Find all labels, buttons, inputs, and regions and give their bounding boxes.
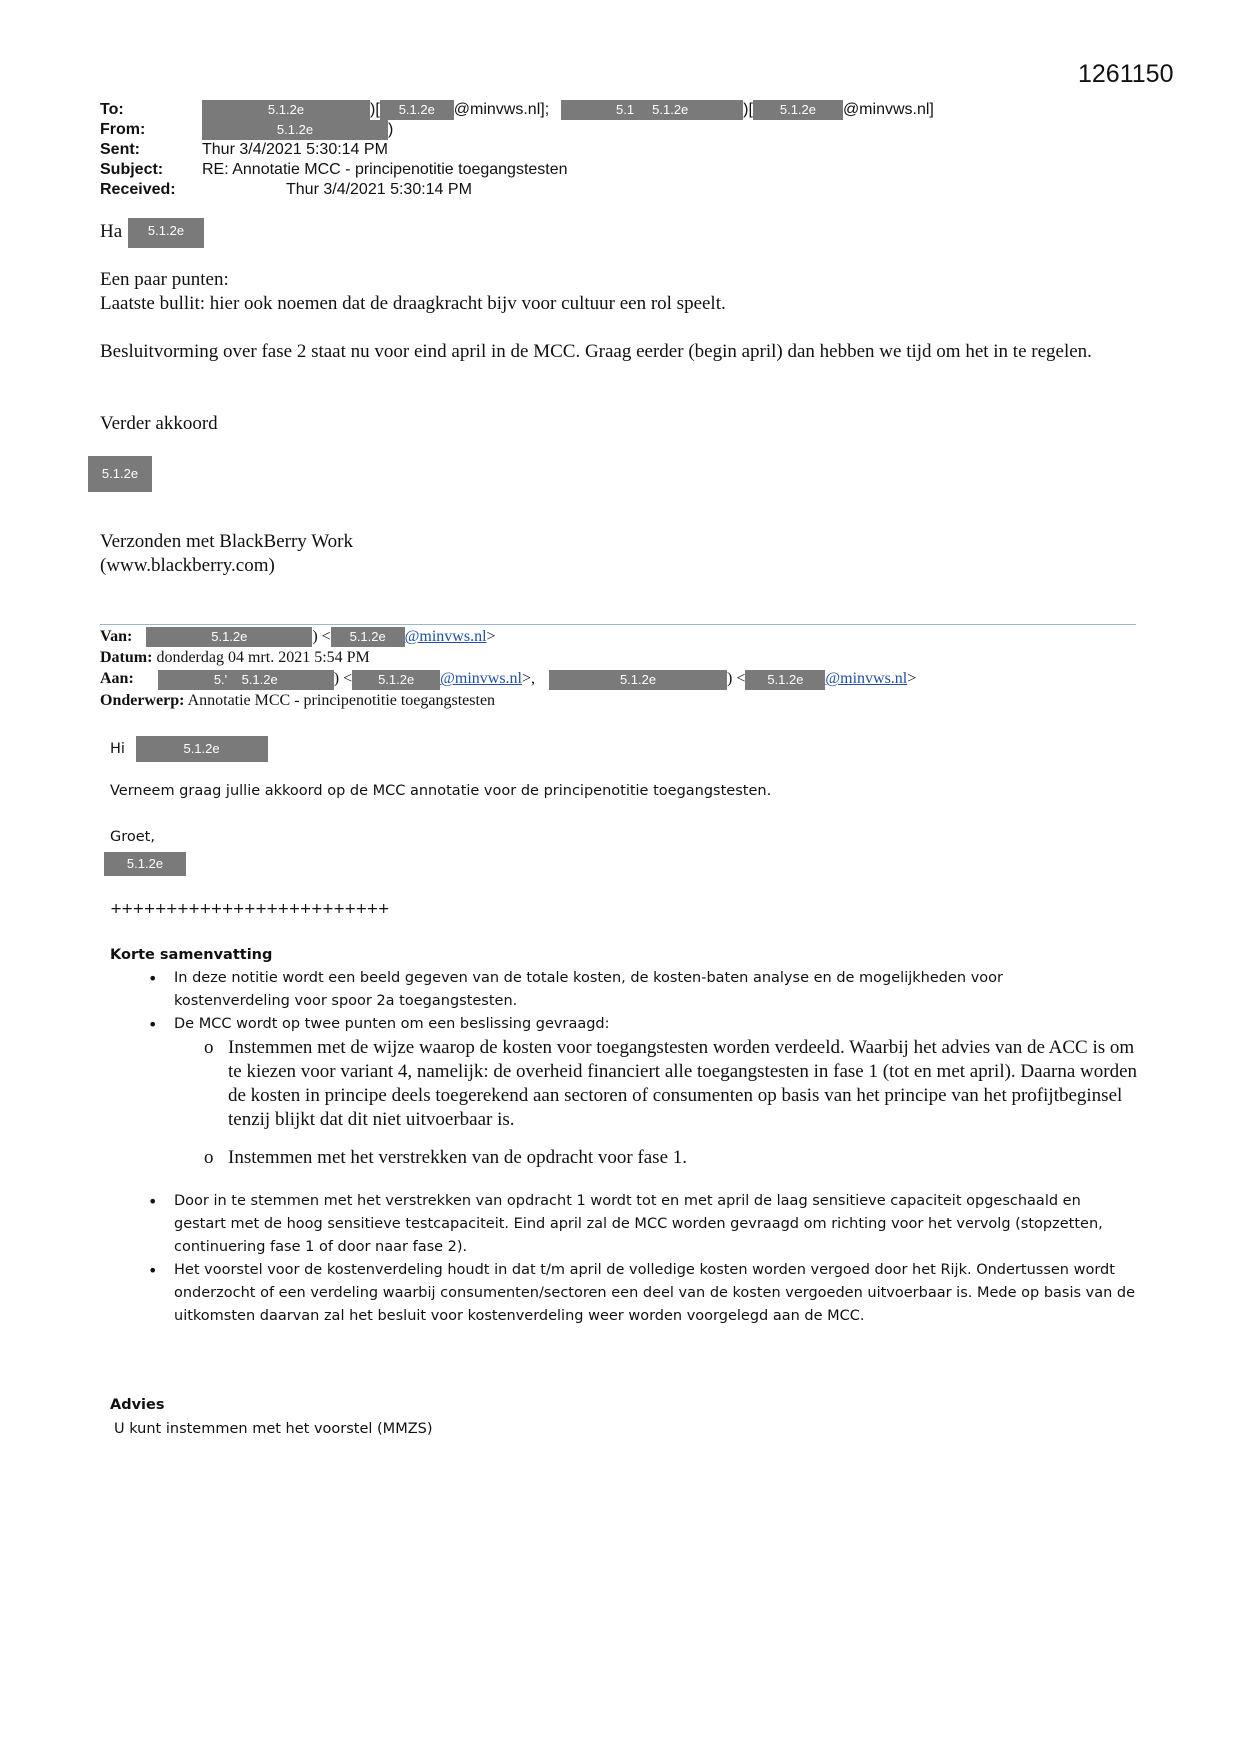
quoted-groet: Groet, [110, 829, 155, 845]
redaction: 5.1.2e [128, 218, 204, 248]
redaction: 5.1.2e [202, 120, 388, 140]
quote-divider [100, 624, 1136, 625]
reply-paragraph: Besluitvorming over fase 2 staat nu voor eind april in de MCC. Graag eerder (begin april) dan hebben we tijd om het in te regelen. [100, 341, 1092, 362]
onderwerp-value: Annotatie MCC - principenotitie toegangstesten [187, 691, 496, 709]
quoted-request: Verneem graag jullie akkoord op de MCC annotatie voor de principenotitie toegangstesten. [110, 783, 772, 799]
sent-label: Sent: [100, 141, 140, 159]
to-domain: @minvws.nl] [842, 101, 934, 119]
from-label: From: [100, 121, 146, 139]
advies-text: U kunt instemmen met het voorstel (MMZS) [114, 1421, 433, 1437]
aan-line: Aan: 5.' 5.1.2e ) < 5.1.2e @minvws.nl>, 5.1.2e ) < 5.1.2e @minvws.nl> [100, 668, 1150, 689]
datum-label: Datum: [100, 649, 153, 667]
separator: +++++++++++++++++++++++++ [110, 901, 389, 917]
subject-label: Subject: [100, 161, 164, 179]
redaction: 5.1.2e [136, 736, 268, 762]
subject-line [100, 160, 1150, 180]
quoted-header [100, 626, 1150, 711]
datum-value: donderdag 04 mrt. 2021 5:54 PM [156, 649, 370, 667]
redaction: 5.1.2e [352, 670, 440, 690]
redaction: 5.1.2e [331, 627, 405, 647]
sub-bullet: o Instemmen met de wijze waarop de kosten voor toegangstesten worden verdeeld. Waarbij het advies van de ACC is om te kiezen voor variant 4, namelijk: de overheid financiert alle toegangstesten in fase 1 (tot en met april). Daarna worden de kosten in principe deels toegerekend aan sectoren of consumenten op basis van het principe van het profijtbeginsel tenzij blijkt dat dit niet uitvoerbaar is. [204, 1037, 1138, 1130]
aan-label: Aan: [100, 670, 134, 688]
reply-paragraph: Een paar punten: [100, 269, 229, 290]
email-header [100, 100, 1150, 200]
redaction: 5.' 5.1.2e [158, 670, 334, 690]
summary-section [110, 944, 1140, 1328]
received-line [100, 180, 1150, 200]
quoted-greeting: Hi [110, 741, 125, 757]
email-link[interactable]: @minvws.nl [440, 670, 522, 688]
document-number: 1261150 [1078, 60, 1174, 88]
redaction: 5.1.2e [104, 852, 186, 876]
advies-title: Advies [110, 1397, 165, 1413]
onderwerp-label: Onderwerp: [100, 691, 185, 709]
reply-greeting: Ha [100, 221, 123, 242]
to-domain: @minvws.nl]; [453, 101, 550, 119]
reply-greeting-line [100, 220, 122, 244]
from-line: From: 5.1.2e ) [100, 121, 394, 139]
summary-bullet: • De MCC wordt op twee punten om een beslissing gevraagd: [110, 1013, 1140, 1036]
to-label: To: [100, 101, 124, 119]
email-link[interactable]: @minvws.nl [825, 670, 908, 688]
quoted-greeting-line [110, 736, 268, 762]
summary-bullet: • Het voorstel voor de kostenverdeling houdt in dat t/m april de volledige kosten worden vergoed door het Rijk. Ondertussen wordt onderzocht of een verdeling waarbij consumenten/sectoren een deel van de kosten vergoeden uitvoerbaar is. Mede op basis van de uitkomsten daarvan zal het besluit voor kostenverdeling weer worden voorgelegd aan de MCC. [110, 1259, 1144, 1328]
reply-paragraph: Verder akkoord [100, 413, 218, 434]
van-line: Van: 5.1.2e ) < 5.1.2e @minvws.nl> [100, 626, 1150, 647]
redaction-signature: 5.1.2e [88, 456, 152, 492]
redaction: 5.1.2e [745, 670, 825, 690]
signature [100, 530, 353, 578]
redaction: 5.1.2e [380, 100, 454, 120]
datum-line [100, 647, 1150, 668]
sent-value: Thur 3/4/2021 5:30:14 PM [202, 141, 388, 159]
van-label: Van: [100, 628, 133, 645]
summary-bullet: • Door in te stemmen met het verstrekken van opdracht 1 wordt tot en met april de laag sensitieve capaciteit opgeschaald en gestart met de hoog sensitieve testcapaciteit. Eind april zal de MCC worden gevraagd om richting voor het vervolg (stopzetten, continuering fase 1 of door naar fase 2). [110, 1190, 1134, 1259]
email-link[interactable]: @minvws.nl [404, 628, 487, 645]
received-label: Received: [100, 181, 176, 199]
to-line: To: 5.1.2e )[ 5.1.2e @minvws.nl]; 5.1 5.1.2e )[ 5.1.2e @minvws.nl] [100, 101, 934, 119]
summary-bullet: • In deze notitie wordt een beeld gegeven van de totale kosten, de kosten-baten analyse en de mogelijkheden voor kostenverdeling voor spoor 2a toegangstesten. [110, 967, 1074, 1013]
received-value: Thur 3/4/2021 5:30:14 PM [286, 181, 472, 199]
signature-line: (www.blackberry.com) [100, 555, 275, 576]
redaction: 5.1.2e [753, 100, 843, 120]
subject-value: RE: Annotatie MCC - principenotitie toegangstesten [202, 161, 568, 179]
sent-line [100, 140, 1150, 160]
redaction: 5.1.2e [146, 627, 312, 647]
redaction: 5.1.2e [202, 100, 370, 120]
sub-bullet: o Instemmen met het verstrekken van de opdracht voor fase 1. [204, 1147, 688, 1168]
summary-title: Korte samenvatting [110, 947, 273, 963]
onderwerp-line [100, 690, 1150, 711]
signature-line: Verzonden met BlackBerry Work [100, 531, 353, 552]
reply-paragraph: Laatste bullit: hier ook noemen dat de draagkracht bijv voor cultuur een rol speelt. [100, 293, 726, 314]
redaction: 5.1.2e [549, 670, 727, 690]
redaction: 5.1 5.1.2e [561, 100, 743, 120]
reply-body [100, 268, 1150, 316]
